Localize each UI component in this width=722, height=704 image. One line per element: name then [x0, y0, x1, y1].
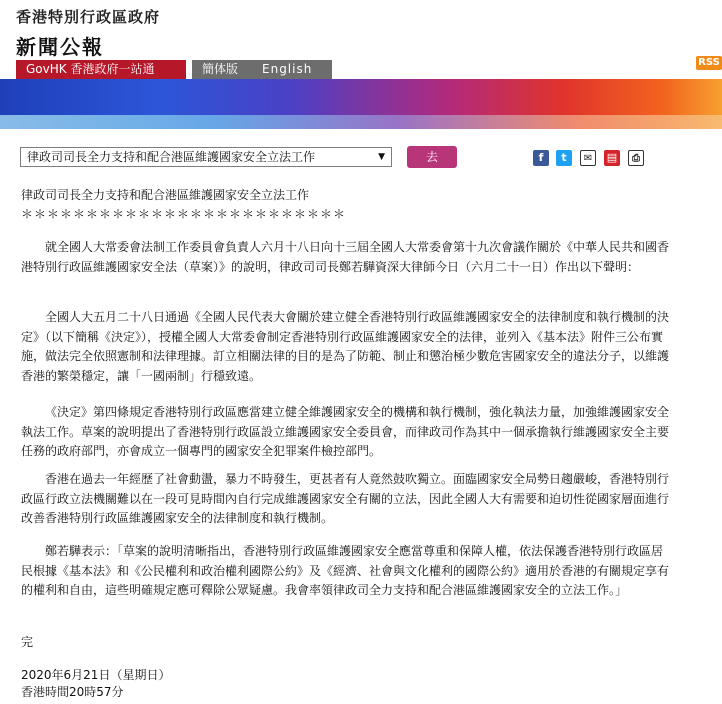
paragraph: 《決定》第四條規定香港特別行政區應當建立健全維護國家安全的機構和執行機制，強化執法力量，加強維護國家安全執法工作。草案的說明提出了香港特別行政區設立維護國家安全委員會，而律政司作為其中一個承擔執行維護國家安全主要任務的政府部門，亦會成立一個專門的國家安全犯罪案件檢控部門。 [21, 405, 670, 458]
site-brand [16, 6, 160, 60]
print-icon[interactable]: ⎙ [628, 150, 644, 166]
section-title: 新聞公報 [16, 35, 104, 59]
email-icon[interactable]: ✉ [580, 150, 596, 166]
banner-stripe [0, 115, 722, 129]
paragraph: 香港在過去一年經歷了社會動盪，暴力不時發生，更甚者有人竟然鼓吹獨立。面臨國家安全局勢日趨嚴峻，香港特別行政區行政立法機關難以在一段可見時間內自行完成維護國家安全有關的立法，因此全國人大有需要和迫切性從國家層面進行改善香港特別行政區維護國家安全的法律制度和執行機制。 [21, 472, 670, 525]
dropdown-arrow-icon: ▼ [378, 152, 385, 162]
simplified-chinese-link[interactable]: 簡体版 [202, 62, 239, 76]
press-release-select[interactable] [20, 147, 392, 167]
release-time: 香港時間20時57分 [21, 685, 124, 699]
facebook-icon[interactable]: f [533, 150, 549, 166]
article-title: 律政司司長全力支持和配合港區維護國家安全立法工作 [21, 188, 310, 202]
rss-icon[interactable]: RSS [696, 56, 722, 70]
header-banner [0, 79, 722, 129]
govhk-link[interactable]: GovHK 香港政府一站通 [16, 60, 186, 79]
toolbar [20, 147, 710, 171]
paragraph: 全國人大五月二十八日通過《全國人民代表大會關於建立健全香港特別行政區維護國家安全的法律制度和執行機制的決定》（以下簡稱《決定》），授權全國人大常委會制定香港特別行政區維護國家安全的法律，並列入《基本法》附件三公布實施，做法完全依照憲制和法律理據。訂立相關法律的目的是為了防範、制止和懲治極少數危害國家安全的違法分子，以維護香港的繁榮穩定，讓「一國兩制」行穩致遠。 [21, 310, 670, 383]
press-release-select-value: 律政司司長全力支持和配合港區維護國家安全立法工作 [27, 150, 316, 164]
language-bar [192, 60, 332, 79]
paragraph: 就全國人大常委會法制工作委員會負責人六月十八日向十三屆全國人大常委會第十九次會議作關於《中華人民共和國香港特別行政區維護國家安全法（草案）》的說明，律政司司長鄭若驊資深大律師今日（六月二十一日）作出以下聲明： [21, 240, 670, 274]
release-date: 2020年6月21日（星期日） [21, 668, 171, 682]
go-button[interactable]: 去 [407, 146, 457, 168]
paragraph: 鄭若驊表示：「草案的說明清晰指出，香港特別行政區維護國家安全應當尊重和保障人權，依法保護香港特別行政區居民根據《基本法》和《公民權利和政治權利國際公約》及《經濟、社會與文化權利的國際公約》適用於香港的有關規定享有的權利和自由，這些明確規定應可釋除公眾疑慮。我會率領律政司全力支持和配合港區維護國家安全的立法工作。」 [21, 544, 670, 597]
twitter-icon[interactable]: t [556, 150, 572, 166]
site-name: 香港特別行政區政府 [16, 8, 161, 26]
title-underline: ＊＊＊＊＊＊＊＊＊＊＊＊＊＊＊＊＊＊＊＊＊＊＊＊＊ [21, 207, 347, 221]
end-mark: 完 [21, 635, 34, 649]
pdf-icon[interactable]: ▤ [604, 150, 620, 166]
english-link[interactable]: English [262, 62, 313, 76]
top-nav [0, 60, 722, 79]
